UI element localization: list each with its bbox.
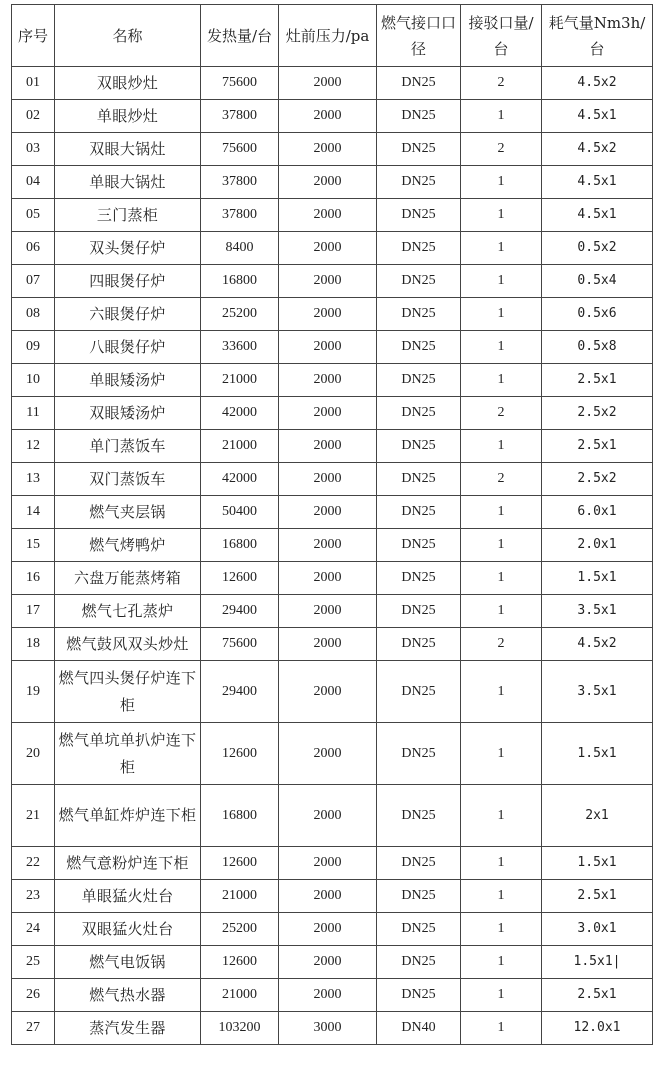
cell-name: 单眼炒灶 — [55, 100, 201, 133]
cell-heat-output: 37800 — [201, 100, 279, 133]
cell-name: 单眼猛火灶台 — [55, 880, 201, 913]
cell-port-count: 1 — [461, 232, 542, 265]
cell-name: 单眼矮汤炉 — [55, 364, 201, 397]
cell-name: 双眼猛火灶台 — [55, 913, 201, 946]
cell-pressure: 2000 — [279, 397, 377, 430]
table-row — [12, 1012, 653, 1045]
cell-gas-consumption: 6.0x1 — [542, 496, 653, 529]
cell-heat-output: 29400 — [201, 661, 279, 723]
header-port-count: 接驳口量/台 — [461, 5, 542, 67]
cell-index: 09 — [12, 331, 55, 364]
cell-gas-port: DN25 — [377, 946, 461, 979]
cell-name: 燃气意粉炉连下柜 — [55, 847, 201, 880]
cell-port-count: 1 — [461, 880, 542, 913]
cell-name: 六眼煲仔炉 — [55, 298, 201, 331]
cell-port-count: 1 — [461, 661, 542, 723]
cell-index: 16 — [12, 562, 55, 595]
table-row — [12, 595, 653, 628]
cell-gas-port: DN25 — [377, 199, 461, 232]
cell-pressure: 2000 — [279, 133, 377, 166]
cell-pressure: 2000 — [279, 430, 377, 463]
table-row — [12, 847, 653, 880]
cell-port-count: 2 — [461, 463, 542, 496]
cell-index: 23 — [12, 880, 55, 913]
cell-gas-consumption: 2.5x1 — [542, 364, 653, 397]
cell-gas-port: DN25 — [377, 595, 461, 628]
cell-gas-port: DN25 — [377, 364, 461, 397]
cell-index: 02 — [12, 100, 55, 133]
cell-pressure: 2000 — [279, 529, 377, 562]
cell-gas-consumption: 1.5x1 — [542, 723, 653, 785]
cell-heat-output: 16800 — [201, 265, 279, 298]
cell-gas-port: DN25 — [377, 880, 461, 913]
table-row — [12, 946, 653, 979]
cell-gas-consumption: 2.5x2 — [542, 463, 653, 496]
table-row — [12, 166, 653, 199]
table-row — [12, 232, 653, 265]
cell-index: 21 — [12, 785, 55, 847]
cell-gas-consumption: 2.5x1 — [542, 979, 653, 1012]
cell-pressure: 2000 — [279, 331, 377, 364]
cell-gas-port: DN25 — [377, 847, 461, 880]
table-body — [12, 67, 653, 1045]
cell-index: 11 — [12, 397, 55, 430]
cell-name: 双眼矮汤炉 — [55, 397, 201, 430]
cell-port-count: 1 — [461, 265, 542, 298]
cell-port-count: 2 — [461, 67, 542, 100]
cell-gas-consumption: 2.5x1 — [542, 430, 653, 463]
cell-gas-port: DN25 — [377, 496, 461, 529]
table-row — [12, 364, 653, 397]
cell-gas-port: DN25 — [377, 661, 461, 723]
table-row — [12, 880, 653, 913]
cell-gas-consumption: 0.5x2 — [542, 232, 653, 265]
cell-gas-consumption: 1.5x1 — [542, 562, 653, 595]
cell-gas-consumption: 3.0x1 — [542, 913, 653, 946]
cell-port-count: 1 — [461, 166, 542, 199]
cell-pressure: 2000 — [279, 595, 377, 628]
table-row — [12, 723, 653, 785]
cell-heat-output: 29400 — [201, 595, 279, 628]
cell-heat-output: 12600 — [201, 562, 279, 595]
cell-gas-port: DN25 — [377, 166, 461, 199]
cell-index: 03 — [12, 133, 55, 166]
cell-gas-port: DN25 — [377, 628, 461, 661]
cell-name: 三门蒸柜 — [55, 199, 201, 232]
cell-index: 25 — [12, 946, 55, 979]
cell-heat-output: 21000 — [201, 364, 279, 397]
cell-pressure: 2000 — [279, 463, 377, 496]
cell-gas-port: DN25 — [377, 562, 461, 595]
table-row — [12, 331, 653, 364]
cell-port-count: 1 — [461, 979, 542, 1012]
header-index: 序号 — [12, 5, 55, 67]
cell-heat-output: 16800 — [201, 785, 279, 847]
table-row — [12, 199, 653, 232]
cell-name: 燃气烤鸭炉 — [55, 529, 201, 562]
cell-gas-consumption: 4.5x2 — [542, 133, 653, 166]
cell-name: 四眼煲仔炉 — [55, 265, 201, 298]
header-gas-port: 燃气接口口径 — [377, 5, 461, 67]
table-row — [12, 265, 653, 298]
cell-heat-output: 103200 — [201, 1012, 279, 1045]
table-row — [12, 529, 653, 562]
cell-heat-output: 12600 — [201, 723, 279, 785]
cell-index: 14 — [12, 496, 55, 529]
table-header-row — [12, 5, 653, 67]
cell-gas-consumption: 0.5x6 — [542, 298, 653, 331]
cell-index: 10 — [12, 364, 55, 397]
cell-gas-port: DN25 — [377, 430, 461, 463]
cell-gas-consumption: 4.5x1 — [542, 199, 653, 232]
table-row — [12, 67, 653, 100]
cell-pressure: 2000 — [279, 723, 377, 785]
cell-pressure: 2000 — [279, 628, 377, 661]
cell-gas-port: DN25 — [377, 331, 461, 364]
cell-name: 双眼炒灶 — [55, 67, 201, 100]
cell-gas-port: DN25 — [377, 100, 461, 133]
cell-port-count: 1 — [461, 529, 542, 562]
cell-index: 04 — [12, 166, 55, 199]
cell-gas-port: DN25 — [377, 529, 461, 562]
cell-heat-output: 75600 — [201, 133, 279, 166]
cell-gas-port: DN25 — [377, 723, 461, 785]
cell-pressure: 3000 — [279, 1012, 377, 1045]
cell-gas-port: DN25 — [377, 397, 461, 430]
cell-index: 07 — [12, 265, 55, 298]
cell-heat-output: 37800 — [201, 199, 279, 232]
cell-name: 燃气七孔蒸炉 — [55, 595, 201, 628]
cell-gas-consumption: 4.5x1 — [542, 166, 653, 199]
cell-heat-output: 25200 — [201, 913, 279, 946]
cell-pressure: 2000 — [279, 785, 377, 847]
cell-gas-consumption: 0.5x4 — [542, 265, 653, 298]
table-row — [12, 397, 653, 430]
cell-port-count: 1 — [461, 1012, 542, 1045]
cell-index: 15 — [12, 529, 55, 562]
cell-index: 13 — [12, 463, 55, 496]
cell-name: 八眼煲仔炉 — [55, 331, 201, 364]
table-row — [12, 562, 653, 595]
cell-index: 18 — [12, 628, 55, 661]
cell-heat-output: 12600 — [201, 946, 279, 979]
cell-index: 20 — [12, 723, 55, 785]
cell-gas-port: DN25 — [377, 67, 461, 100]
cell-pressure: 2000 — [279, 661, 377, 723]
cell-name: 双门蒸饭车 — [55, 463, 201, 496]
cell-name: 燃气单缸炸炉连下柜 — [55, 785, 201, 847]
table-row — [12, 496, 653, 529]
cell-heat-output: 21000 — [201, 430, 279, 463]
cell-pressure: 2000 — [279, 979, 377, 1012]
cell-index: 24 — [12, 913, 55, 946]
cell-heat-output: 8400 — [201, 232, 279, 265]
cell-gas-consumption: 4.5x1 — [542, 100, 653, 133]
cell-port-count: 1 — [461, 496, 542, 529]
table-row — [12, 430, 653, 463]
cell-name: 双眼大锅灶 — [55, 133, 201, 166]
cell-heat-output: 16800 — [201, 529, 279, 562]
cell-gas-consumption: 12.0x1 — [542, 1012, 653, 1045]
cell-gas-port: DN40 — [377, 1012, 461, 1045]
cell-port-count: 1 — [461, 430, 542, 463]
cell-pressure: 2000 — [279, 298, 377, 331]
table-row — [12, 913, 653, 946]
cell-name: 燃气电饭锅 — [55, 946, 201, 979]
cell-gas-port: DN25 — [377, 298, 461, 331]
cell-name: 六盘万能蒸烤箱 — [55, 562, 201, 595]
cell-heat-output: 25200 — [201, 298, 279, 331]
cell-gas-port: DN25 — [377, 232, 461, 265]
cell-index: 05 — [12, 199, 55, 232]
cell-pressure: 2000 — [279, 496, 377, 529]
cell-pressure: 2000 — [279, 562, 377, 595]
cell-pressure: 2000 — [279, 946, 377, 979]
cell-index: 26 — [12, 979, 55, 1012]
cell-name: 燃气热水器 — [55, 979, 201, 1012]
cell-gas-port: DN25 — [377, 913, 461, 946]
cell-heat-output: 12600 — [201, 847, 279, 880]
cell-name: 双头煲仔炉 — [55, 232, 201, 265]
cell-name: 燃气单坑单扒炉连下柜 — [55, 723, 201, 785]
cell-port-count: 2 — [461, 628, 542, 661]
cell-heat-output: 37800 — [201, 166, 279, 199]
cell-pressure: 2000 — [279, 880, 377, 913]
cell-gas-port: DN25 — [377, 463, 461, 496]
table-row — [12, 785, 653, 847]
cell-pressure: 2000 — [279, 67, 377, 100]
cell-gas-consumption: 1.5x1| — [542, 946, 653, 979]
cell-gas-consumption: 4.5x2 — [542, 628, 653, 661]
cell-port-count: 2 — [461, 133, 542, 166]
table-row — [12, 298, 653, 331]
cell-port-count: 2 — [461, 397, 542, 430]
cell-pressure: 2000 — [279, 100, 377, 133]
cell-gas-port: DN25 — [377, 133, 461, 166]
cell-name: 燃气夹层锅 — [55, 496, 201, 529]
cell-index: 19 — [12, 661, 55, 723]
header-heat-output: 发热量/台 — [201, 5, 279, 67]
cell-index: 17 — [12, 595, 55, 628]
cell-port-count: 1 — [461, 946, 542, 979]
cell-heat-output: 75600 — [201, 67, 279, 100]
cell-gas-consumption: 4.5x2 — [542, 67, 653, 100]
cell-gas-consumption: 2.0x1 — [542, 529, 653, 562]
cell-pressure: 2000 — [279, 199, 377, 232]
cell-port-count: 1 — [461, 562, 542, 595]
table-row — [12, 628, 653, 661]
gas-appliance-table — [11, 4, 653, 1045]
cell-port-count: 1 — [461, 199, 542, 232]
cell-port-count: 1 — [461, 298, 542, 331]
cell-port-count: 1 — [461, 595, 542, 628]
table-row — [12, 463, 653, 496]
cell-index: 06 — [12, 232, 55, 265]
cell-name: 燃气鼓风双头炒灶 — [55, 628, 201, 661]
table-row — [12, 133, 653, 166]
cell-port-count: 1 — [461, 100, 542, 133]
cell-gas-consumption: 3.5x1 — [542, 661, 653, 723]
cell-heat-output: 33600 — [201, 331, 279, 364]
cell-port-count: 1 — [461, 364, 542, 397]
cell-port-count: 1 — [461, 331, 542, 364]
cell-gas-consumption: 2.5x2 — [542, 397, 653, 430]
cell-gas-consumption: 3.5x1 — [542, 595, 653, 628]
cell-index: 27 — [12, 1012, 55, 1045]
cell-index: 08 — [12, 298, 55, 331]
cell-name: 燃气四头煲仔炉连下柜 — [55, 661, 201, 723]
cell-pressure: 2000 — [279, 265, 377, 298]
cell-index: 01 — [12, 67, 55, 100]
cell-gas-consumption: 2.5x1 — [542, 880, 653, 913]
cell-index: 12 — [12, 430, 55, 463]
cell-heat-output: 21000 — [201, 880, 279, 913]
cell-gas-consumption: 0.5x8 — [542, 331, 653, 364]
cell-heat-output: 42000 — [201, 463, 279, 496]
cell-gas-port: DN25 — [377, 785, 461, 847]
cell-gas-port: DN25 — [377, 265, 461, 298]
cell-heat-output: 75600 — [201, 628, 279, 661]
cell-name: 蒸汽发生器 — [55, 1012, 201, 1045]
cell-port-count: 1 — [461, 913, 542, 946]
header-pressure: 灶前压力/pa — [279, 5, 377, 67]
cell-name: 单门蒸饭车 — [55, 430, 201, 463]
cell-index: 22 — [12, 847, 55, 880]
cell-port-count: 1 — [461, 723, 542, 785]
table-row — [12, 979, 653, 1012]
cell-gas-consumption: 2x1 — [542, 785, 653, 847]
cell-heat-output: 42000 — [201, 397, 279, 430]
cell-port-count: 1 — [461, 785, 542, 847]
cell-heat-output: 50400 — [201, 496, 279, 529]
cell-pressure: 2000 — [279, 364, 377, 397]
cell-name: 单眼大锅灶 — [55, 166, 201, 199]
cell-gas-consumption: 1.5x1 — [542, 847, 653, 880]
cell-pressure: 2000 — [279, 232, 377, 265]
header-name: 名称 — [55, 5, 201, 67]
cell-pressure: 2000 — [279, 847, 377, 880]
cell-pressure: 2000 — [279, 166, 377, 199]
cell-pressure: 2000 — [279, 913, 377, 946]
cell-gas-port: DN25 — [377, 979, 461, 1012]
table-row — [12, 661, 653, 723]
cell-port-count: 1 — [461, 847, 542, 880]
header-gas-consumption: 耗气量Nm3h/台 — [542, 5, 653, 67]
table-row — [12, 100, 653, 133]
cell-heat-output: 21000 — [201, 979, 279, 1012]
